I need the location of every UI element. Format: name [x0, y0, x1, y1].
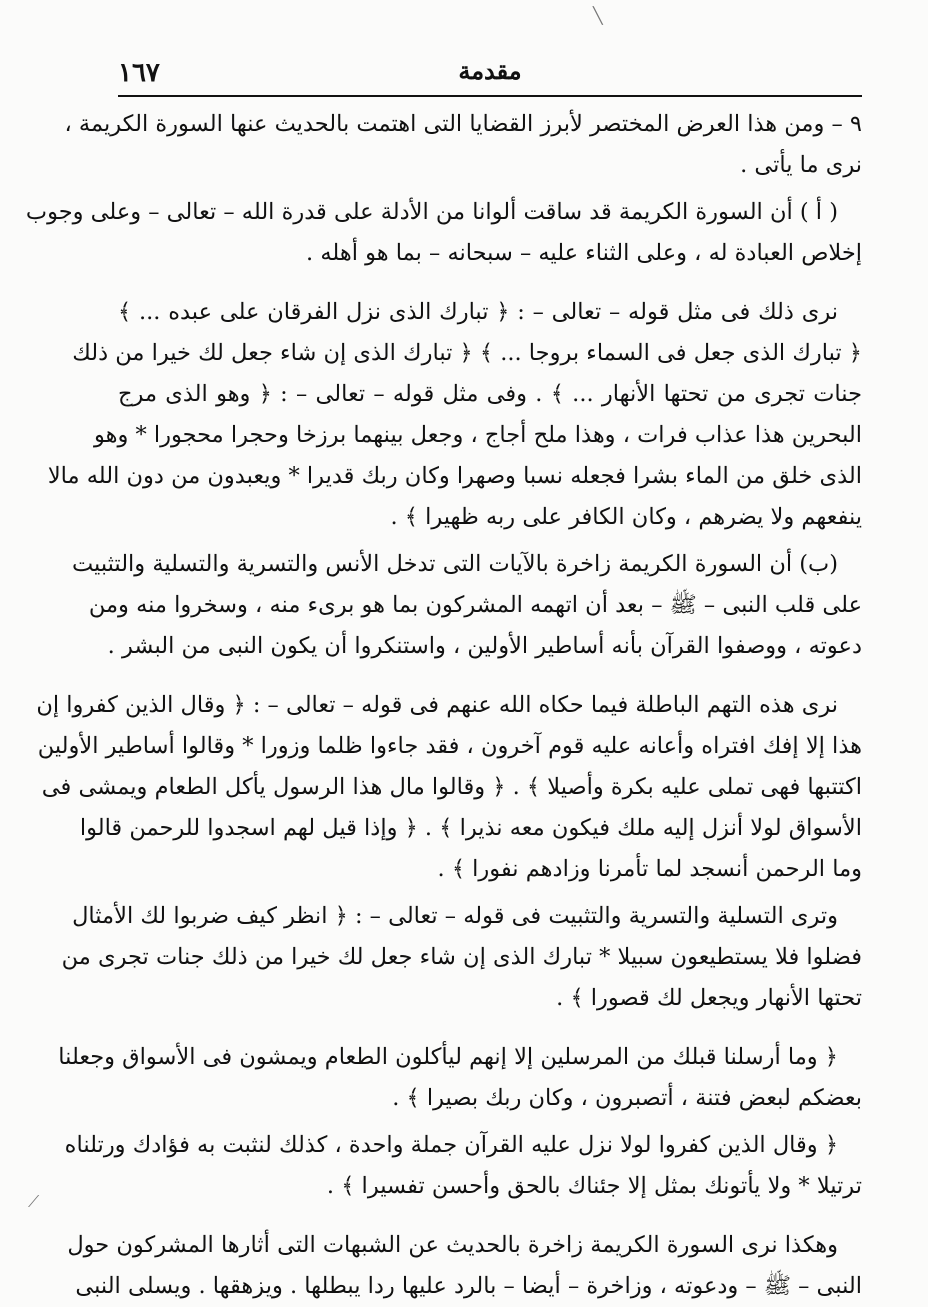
text-line: وما الرحمن أنسجد لما تأمرنا وزادهم نفورا ﴾ . — [437, 856, 862, 882]
text-line: على قلب النبى – ﷺ – بعد أن اتهمه المشركون بما هو برىء منه ، وسخروا منه ومن — [88, 592, 862, 618]
text-line: ينفعهم ولا يضرهم ، وكان الكافر على ربه ظهيرا ﴾ . — [390, 504, 862, 530]
paragraph-accusations — [36, 685, 862, 890]
text-line: نرى هذه التهم الباطلة فيما حكاه الله عنهم فى قوله – تعالى – : ﴿ وقال الذين كفروا إن — [36, 692, 838, 718]
text-line: بعضكم لبعض فتنة ، أتصبرون ، وكان ربك بصيرا ﴾ . — [392, 1085, 862, 1111]
text-line: اكتتبها فهى تملى عليه بكرة وأصيلا ﴾ . ﴿ وقالوا مال هذا الرسول يأكل الطعام ويمشى فى — [41, 774, 862, 800]
paragraph-intro — [64, 104, 862, 186]
text-line: جنات تجرى من تحتها الأنهار ... ﴾ . وفى مثل قوله – تعالى – : ﴿ وهو الذى مرج — [118, 381, 862, 407]
text-line: (ب) أن السورة الكريمة زاخرة بالآيات التى تدخل الأنس والتسرية والتسلية والتثبيت — [71, 551, 838, 577]
text-line: ﴿ تبارك الذى جعل فى السماء بروجا ... ﴾ ﴿ تبارك الذى إن شاء جعل لك خيرا من ذلك — [72, 340, 862, 366]
text-line: البحرين هذا عذاب فرات ، وهذا ملح أجاج ، وجعل بينهما برزخا وحجرا محجورا * وهو — [93, 422, 862, 448]
paragraph-verse-messengers — [58, 1037, 862, 1119]
paragraph-conclusion — [67, 1225, 862, 1307]
text-line: دعوته ، ووصفوا القرآن بأنه أساطير الأولين ، واستنكروا أن يكون النبى من البشر . — [107, 633, 862, 659]
text-line: نرى ما يأتى . — [740, 152, 862, 178]
text-line: نرى ذلك فى مثل قوله – تعالى – : ﴿ تبارك الذى نزل الفرقان على عبده ... ﴾ — [118, 299, 838, 325]
paragraph-point-b — [71, 544, 862, 667]
text-line: وهكذا نرى السورة الكريمة زاخرة بالحديث عن الشبهات التى أثارها المشركون حول — [67, 1232, 838, 1258]
page-number: ١٦٧ — [118, 58, 160, 88]
header-rule — [118, 95, 862, 97]
text-line: الأسواق لولا أنزل إليه ملك فيكون معه نذيرا ﴾ . ﴿ وإذا قيل لهم اسجدوا للرحمن قالوا — [79, 815, 862, 841]
text-line: تحتها الأنهار ويجعل لك قصورا ﴾ . — [556, 985, 862, 1011]
text-line: ٩ – ومن هذا العرض المختصر لأبرز القضايا التى اهتمت بالحديث عنها السورة الكريمة ، — [64, 111, 862, 137]
paragraph-verse-quran — [64, 1125, 862, 1207]
text-line: فضلوا فلا يستطيعون سبيلا * تبارك الذى إن شاء جعل لك خيرا من ذلك جنات تجرى من — [61, 944, 862, 970]
running-title: مقدمة — [458, 56, 522, 85]
scan-mark: ╲ — [593, 6, 603, 25]
text-line: وترى التسلية والتسرية والتثبيت فى قوله – تعالى – : ﴿ انظر كيف ضربوا لك الأمثال — [72, 903, 838, 929]
text-line: ﴿ وما أرسلنا قبلك من المرسلين إلا إنهم ليأكلون الطعام ويمشون فى الأسواق وجعلنا — [58, 1044, 838, 1070]
text-line: ( أ ) أن السورة الكريمة قد ساقت ألوانا من الأدلة على قدرة الله – تعالى – وعلى وجوب — [25, 199, 838, 225]
paragraph-evidence-a — [47, 292, 862, 538]
page-header — [118, 48, 862, 88]
page-body — [25, 104, 862, 1307]
text-line: الذى خلق من الماء بشرا فجعله نسبا وصهرا وكان ربك قديرا * ويعبدون من دون الله مالا — [47, 463, 862, 489]
paragraph-consolation — [61, 896, 862, 1019]
text-line: ترتيلا * ولا يأتونك بمثل إلا جئناك بالحق وأحسن تفسيرا ﴾ . — [326, 1173, 862, 1199]
text-line: إخلاص العبادة له ، وعلى الثناء عليه – سبحانه – بما هو أهله . — [306, 240, 862, 266]
text-line: ﴿ وقال الذين كفروا لولا نزل عليه القرآن جملة واحدة ، كذلك لنثبت به فؤادك ورتلناه — [64, 1132, 838, 1158]
text-line: هذا إلا إفك افتراه وأعانه عليه قوم آخرون ، فقد جاءوا ظلما وزورا * وقالوا أساطير الأولين — [37, 733, 862, 759]
paragraph-point-a — [25, 192, 862, 274]
scan-mark: ⟋ — [28, 1192, 40, 1211]
text-line: النبى – ﷺ – ودعوته ، وزاخرة – أيضا – بالرد عليها ردا يبطلها . ويزهقها . ويسلى النبى — [75, 1273, 862, 1299]
